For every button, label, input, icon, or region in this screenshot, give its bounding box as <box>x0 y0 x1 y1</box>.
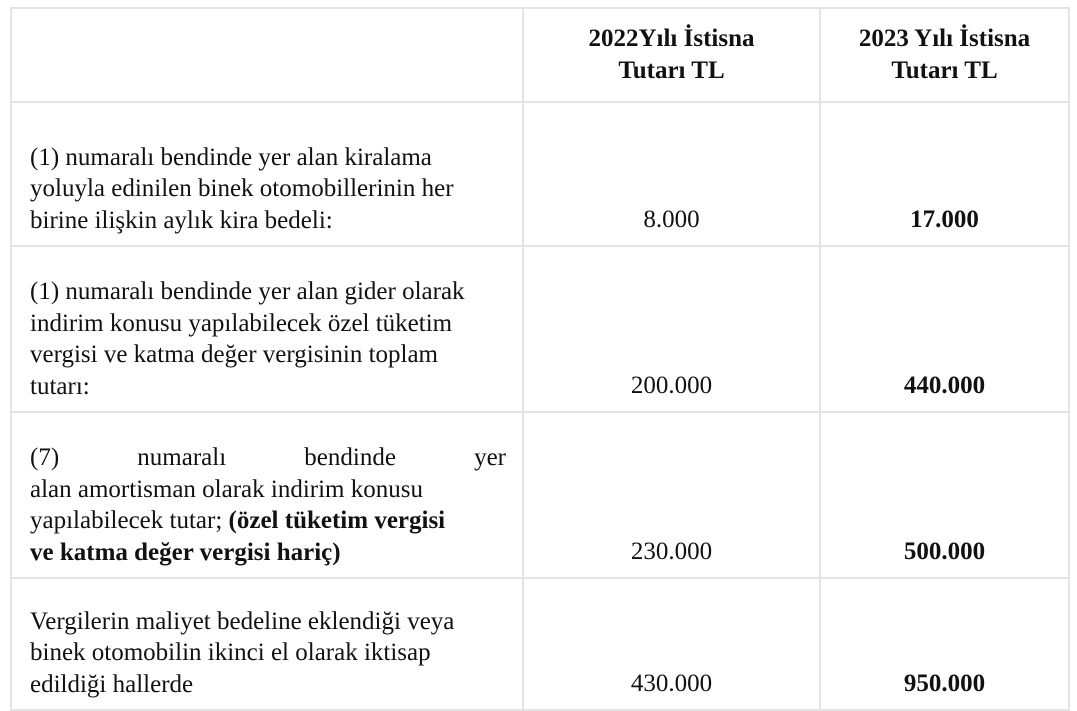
header-2023-line2: Tutarı TL <box>891 57 998 84</box>
value-2022-cell: 430.000 <box>523 578 820 710</box>
row-description-line: vergisi ve katma değer vergisinin toplam <box>30 341 439 368</box>
header-2022-line2: Tutarı TL <box>618 57 725 84</box>
row-description-cell <box>11 246 523 412</box>
value-2022-cell: 200.000 <box>523 246 820 412</box>
header-2023-line1: 2023 Yılı İstisna <box>858 25 1031 52</box>
value-2023-cell: 17.000 <box>820 102 1069 246</box>
header-2022-line1: 2022Yılı İstisna <box>588 25 755 52</box>
value-2023-cell: 950.000 <box>820 578 1069 710</box>
header-description-cell <box>11 8 523 102</box>
row-description-word: bendinde <box>304 444 396 471</box>
table-row <box>11 246 1069 412</box>
header-2022-cell <box>523 8 820 102</box>
row-description-line <box>30 442 506 474</box>
row-description-bold-line: ve katma değer vergisi hariç) <box>30 538 341 566</box>
row-description-line: tutarı: <box>30 372 90 400</box>
row-description-line: yoluyla edinilen binek otomobillerinin her <box>30 175 454 202</box>
row-description-cell <box>11 578 523 710</box>
row-description-plain-text: yapılabilecek tutar; <box>30 507 229 534</box>
table-row <box>11 412 1069 578</box>
row-description-word: numaralı <box>137 444 227 471</box>
row-description-word: yer <box>474 444 506 471</box>
value-2022-cell: 8.000 <box>523 102 820 246</box>
row-description-line <box>30 505 506 537</box>
exemption-amounts-table <box>10 7 1070 711</box>
table-row <box>11 102 1069 246</box>
table-row <box>11 578 1069 710</box>
row-description-line: Vergilerin maliyet bedeline eklendiği veya <box>30 607 455 635</box>
header-2023-cell <box>820 8 1069 102</box>
row-description-line: (1) numaralı bendinde yer alan kiralama <box>30 143 432 171</box>
row-description-word: (7) <box>30 444 60 471</box>
row-description-cell <box>11 412 523 578</box>
value-2022-cell: 230.000 <box>523 412 820 578</box>
table-header-row <box>11 8 1069 102</box>
row-description-cell <box>11 102 523 246</box>
row-description-bold-text: (özel tüketim vergisi <box>228 507 446 534</box>
row-description-line: edildiği hallerde <box>30 670 194 698</box>
row-description-line: alan amortisman olarak indirim konusu <box>30 475 423 503</box>
value-2023-cell: 500.000 <box>820 412 1069 578</box>
value-2023-cell: 440.000 <box>820 246 1069 412</box>
row-description-line: binek otomobilin ikinci el olarak iktisap <box>30 639 431 666</box>
row-description-line: birine ilişkin aylık kira bedeli: <box>30 206 333 234</box>
row-description-line: (1) numaralı bendinde yer alan gider olarak <box>30 278 465 305</box>
row-description-line: indirim konusu yapılabilecek özel tüketim <box>30 309 453 337</box>
